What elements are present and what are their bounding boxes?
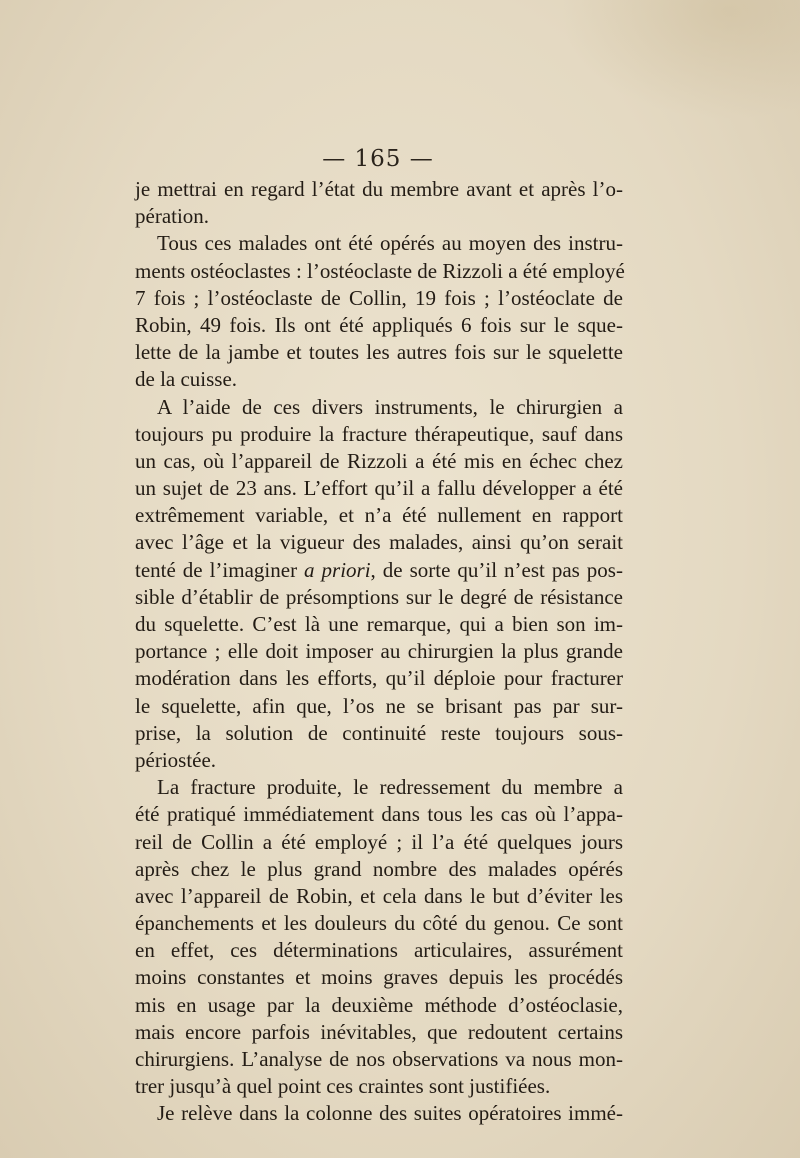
text-line: mis en usage par la deuxième méthode d’ostéoclasie, (135, 992, 623, 1017)
text-line: Je relève dans la colonne des suites opératoires immé- (157, 1101, 623, 1126)
text-line: en effet, ces déterminations articulaires, assurément (135, 938, 623, 963)
text-line: Robin, 49 fois. Ils ont été appliqués 6 fois sur le sque- (135, 312, 623, 337)
text-line: un cas, où l’appareil de Rizzoli a été mis en échec chez (135, 448, 623, 473)
text-line: du squelette. C’est là une remarque, qui a bien son im- (135, 612, 623, 636)
text-line: ments ostéoclastes : l’ostéoclaste de Rizzoli a été employé (135, 258, 625, 283)
text-line: reil de Collin a été employé ; il l’a été quelques jours (135, 829, 623, 854)
text-line: moins constantes et moins graves depuis les procédés (135, 965, 623, 990)
text-line: prise, la solution de continuité reste toujours sous- (135, 720, 623, 745)
text-line: été pratiqué immédiatement dans tous les cas où l’appa- (135, 802, 623, 827)
text-line: épanchements et les douleurs du côté du genou. Ce sont (135, 911, 623, 936)
text-line: périostée. (135, 747, 217, 772)
text-line: La fracture produite, le redressement du membre a (157, 775, 623, 800)
page-number: — 165 — (322, 146, 434, 172)
text-line: sible d’établir de présomptions sur le degré de résistance (135, 584, 623, 609)
paper-stain (560, 0, 800, 120)
text-line: un sujet de 23 ans. L’effort qu’il a fallu développer a été (135, 476, 623, 501)
text-line: toujours pu produire la fracture thérapeutique, sauf dans (135, 421, 623, 446)
text-line: mais encore parfois inévitables, que redoutent certains (135, 1019, 623, 1044)
text-line: pération. (135, 204, 210, 229)
text-line: avec l’appareil de Robin, et cela dans le but d’éviter les (135, 883, 623, 908)
text-line: extrêmement variable, et n’a été nullement en rapport (135, 503, 623, 528)
body-text (135, 176, 623, 1128)
text-line: chirurgiens. L’analyse de nos observations va nous mon- (135, 1047, 623, 1071)
text-line: Tous ces malades ont été opérés au moyen des instru- (157, 231, 623, 256)
text-line: je mettrai en regard l’état du membre avant et après l’o- (135, 177, 623, 201)
text-line: A l’aide de ces divers instruments, le chirurgien a (157, 394, 623, 419)
text-line: lette de la jambe et toutes les autres fois sur le squelette (135, 340, 623, 365)
text-line: avec l’âge et la vigueur des malades, ainsi qu’on serait (135, 530, 623, 555)
text-line: tenté de l’imaginer a priori, de sorte qu’il n’est pas pos- (135, 557, 623, 582)
text-line: après chez le plus grand nombre des malades opérés (135, 856, 623, 881)
text-line: 7 fois ; l’ostéoclaste de Collin, 19 fois ; l’ostéoclate de (135, 285, 623, 310)
text-line: portance ; elle doit imposer au chirurgien la plus grande (135, 639, 623, 664)
text-line: trer jusqu’à quel point ces craintes sont justifiées. (135, 1074, 551, 1099)
italic-phrase: a priori (304, 557, 371, 582)
text-line: modération dans les efforts, qu’il déploie pour fracturer (135, 666, 623, 691)
text-line: de la cuisse. (135, 367, 238, 392)
text-line: le squelette, afin que, l’os ne se brisant pas par sur- (135, 693, 623, 718)
